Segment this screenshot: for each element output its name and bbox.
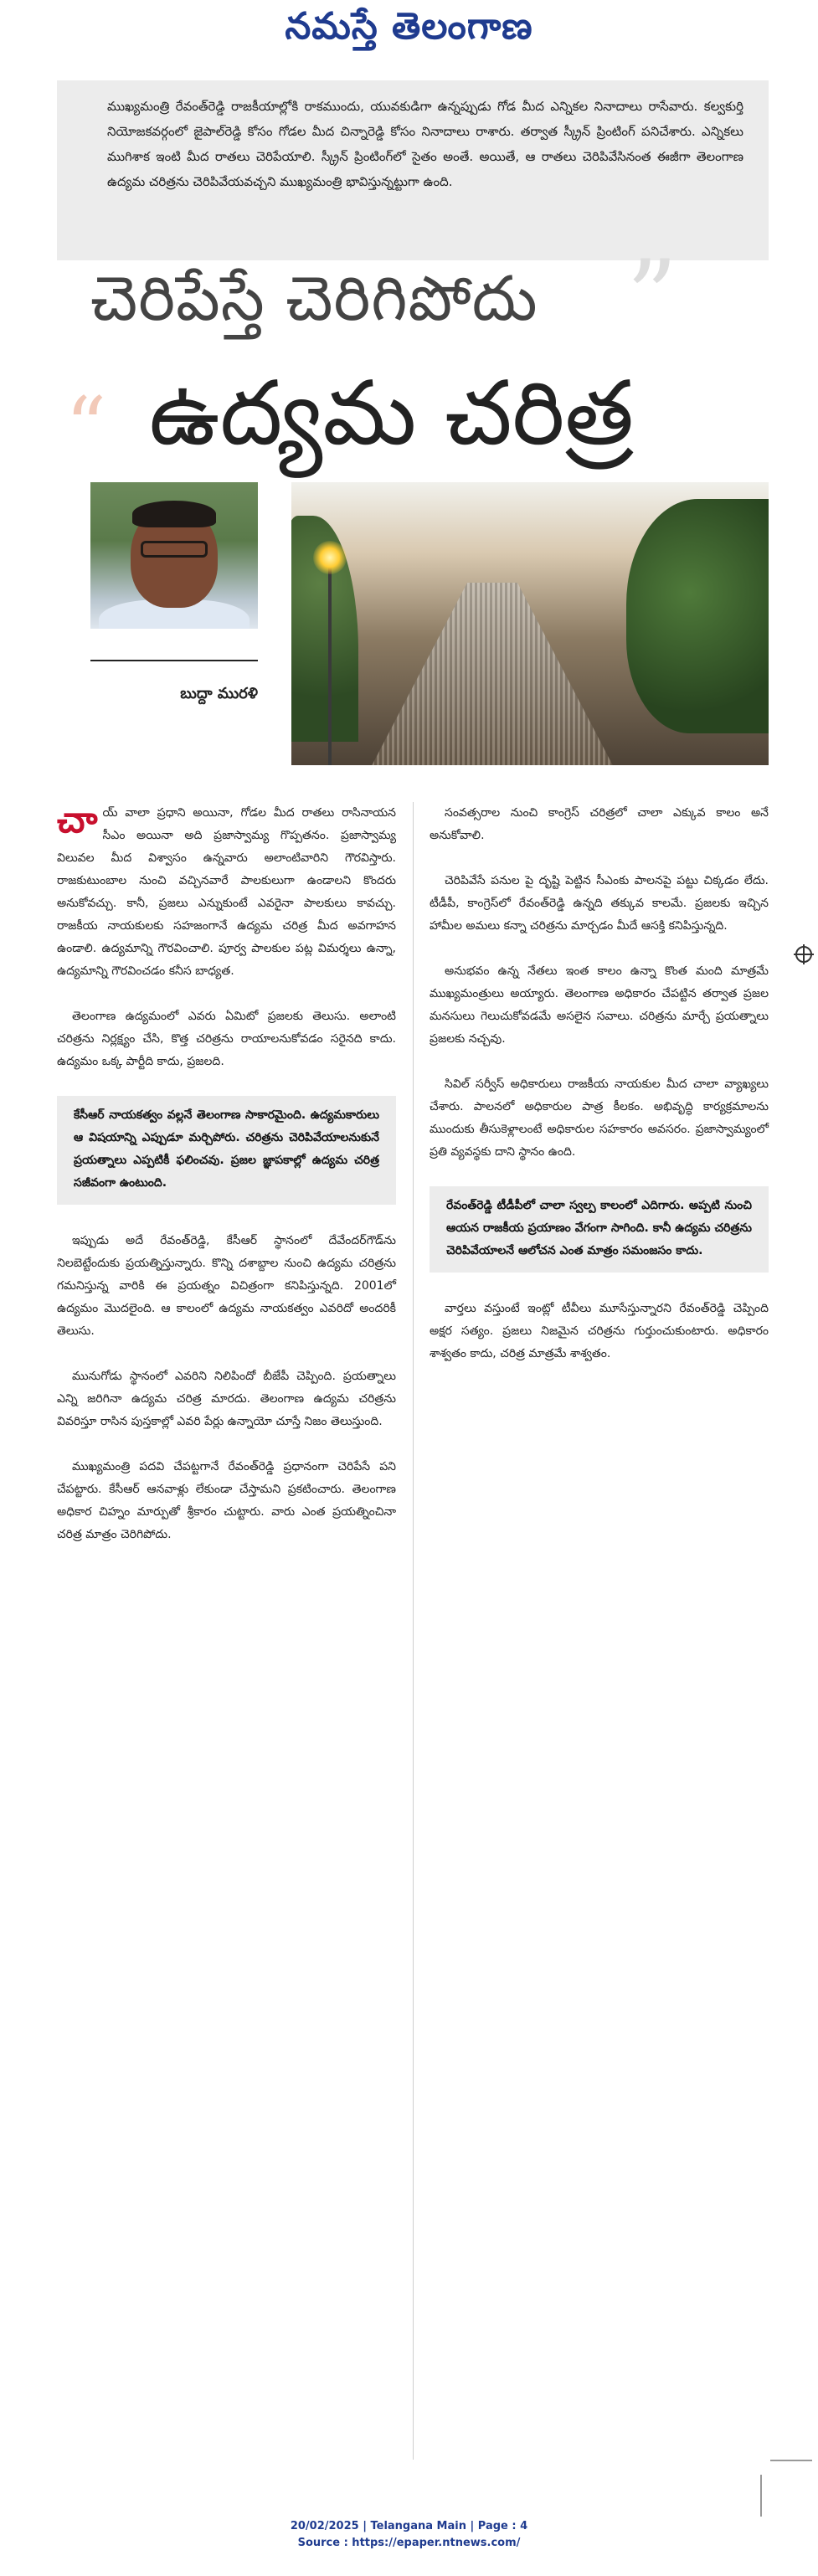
page-footer [0,2518,818,2552]
crop-mark [760,2475,762,2517]
pull-quote: రేవంత్‌రెడ్డి టీడీపీలో చాలా స్వల్ప కాలంలో ఎదిగారు. అప్పటి నుంచి ఆయన రాజకీయ ప్రయాణం వేగంగా సాగింది. కానీ ఉద్యమ చరిత్రను చెరిపివేయాలనే ఆలోచన ఎంత మాత్రం సమంజసం కాదు. [430,1186,769,1273]
article-paragraph: ముఖ్యమంత్రి పదవి చేపట్టగానే రేవంత్‌రెడ్డి ప్రధానంగా చెరిపేసే పని చేపట్టారు. కేసీఆర్ ఆనవాళ్లు లేకుండా చేస్తామని ప్రకటించారు. తెలంగాణ అధికార చిహ్నం మార్పుతో శ్రీకారం చుట్టారు. వారు ఎంత ప్రయత్నించినా చరిత్ర మాత్రం చెరిగిపోదు. [57,1460,396,1541]
article-paragraph: ఇప్పుడు అదే రేవంత్‌రెడ్డి, కేసీఆర్ స్థానంలో దేవేందర్‌గౌడ్‌ను నిలబెట్టేందుకు ప్రయత్నిస్తున్నారు. కొన్ని దశాబ్దాల నుంచి ఉద్యమ చరిత్రను గమనిస్తున్న వారికి ఈ ప్రయత్నం విచిత్రంగా కనిపిస్తున్నది. 2001లో ఉద్యమం మొదలైంది. ఆ కాలంలో ఉద్యమ నాయకత్వం ఎవరిదో అందరికీ తెలుసు. [57,1234,396,1338]
lead-box [57,80,769,260]
registration-mark-icon [795,946,812,963]
article-paragraph: సంవత్సరాల నుంచి కాంగ్రెస్ చరిత్రలో చాలా ఎక్కువ కాలం అనే అనుకోవాలి. [430,806,769,842]
article-page [57,80,769,2408]
dropcap: చా [57,799,98,841]
article-paragraph: సివిల్ సర్వీస్ అధికారులు రాజకీయ నాయకుల మీద చాలా వ్యాఖ్యలు చేశారు. పాలనలో అధికారుల పాత్ర కీలకం. అభివృద్ధి కార్యక్రమాలను ముందుకు తీసుకెళ్లాలంటే అధికారుల సహకారం అవసరం. ప్రజాస్వామ్యంలో ప్రతి వ్యవస్థకు దాని స్థానం ఉంది. [430,1077,769,1159]
newspaper-title: నమస్తే తెలంగాణ [285,5,533,48]
article-paragraph: చెరిపివేసే పనుల పై దృష్టి పెట్టిన సీఎంకు పాలనపై పట్టు చిక్కడం లేదు. టీడీపీ, కాంగ్రెస్‌లో రేవంత్‌రెడ్డి ఉన్నది తక్కువ కాలమే. ప్రజలకు ఇచ్చిన హామీల అమలు కన్నా చరిత్రను మార్చడం మీదే ఆసక్తి కనిపిస్తున్నది. [430,874,769,933]
open-quote-icon: “ [65,380,107,474]
close-quote-icon: ” [626,239,678,356]
lead-text: ముఖ్యమంత్రి రేవంత్‌రెడ్డి రాజకీయాల్లోకి రాకముందు, యువకుడిగా ఉన్నప్పుడు గోడ మీద ఎన్నికల నినాదాలు రాసేవారు. కల్వకుర్తి నియోజకవర్గంలో జైపాల్‌రెడ్డి కోసం గోడల మీద చిన్నారెడ్డి కోసం నినాదాలు రాశారు. తర్వాత స్క్రీన్ ప్రింటింగ్ పనిచేశారు. ఎన్నికలు ముగిశాక ఇంటి మీద రాతలు చెరిపేయాలి. స్క్రీన్ ప్రింటింగ్‌లో సైతం అంతే. అయితే, ఆ రాతలు చెరిపివేసినంత ఈజీగా తెలంగాణ ఉద్యమ చరిత్రను చెరిపివేయవచ్చని ముఖ్యమంత్రి భావిస్తున్నట్టుగా ఉంది. [107,99,743,189]
author-photo [90,482,258,629]
crop-mark [770,2460,812,2461]
column-divider [413,802,414,2460]
headline-line-2: ఉద్యమ చరిత్ర [149,362,634,465]
article-paragraph: మునుగోడు స్థానంలో ఎవరిని నిలిపిందో బీజేపీ చెప్పింది. ప్రయత్నాలు ఎన్ని జరిగినా ఉద్యమ చరిత్ర మారదు. తెలంగాణ ఉద్యమ చరిత్రను వివరిస్తూ రాసిన పుస్తకాల్లో ఎవరి పేర్లు ఉన్నాయో చూస్తే నిజం తెలుస్తుంది. [57,1370,396,1428]
headline-line-1: చెరిపేస్తే చెరిగిపోదు [90,263,538,335]
article-column-right [430,802,769,1388]
article-paragraph: తెలంగాణ ఉద్యమంలో ఎవరు ఏమిటో ప్రజలకు తెలుసు. అలాంటి చరిత్రను నిర్లక్ష్యం చేసి, కొత్త చరిత్రను రాయాలనుకోవడం సరైనది కాదు. ఉద్యమం ఒక్క పార్టీది కాదు, ప్రజలది. [57,1010,396,1068]
article-paragraph: చాయ్ వాలా ప్రధాని అయినా, గోడల మీద రాతలు రాసినాయన సీఎం అయినా అది ప్రజాస్వామ్య గొప్పతనం. ప్రజాస్వామ్య విలువల మీద విశ్వాసం ఉన్నవారు అలాంటివారిని గౌరవిస్తారు. రాజకుటుంబాల నుంచి వచ్చినవారే పాలకులుగా ఉండాలని కొందరు అనుకోవచ్చు. కానీ, ప్రజలు ఎన్నుకుంటే ఎవరైనా పాలకులు కావచ్చు. రాజకీయ నాయకులకు సహజంగానే ఉద్యమ చరిత్ర మీద అవగాహన ఉండాలి. ఉద్యమాన్ని గౌరవించాలి. పూర్వ పాలకుల పట్ల విమర్శలు ఉన్నా, ఉద్యమాన్ని గౌరవించడం కనీస బాధ్యత. [57,799,396,978]
article-column-left [57,799,396,1569]
article-paragraph: వార్తలు వస్తుంటే ఇంట్లో టీవీలు మూసేస్తున్నారని రేవంత్‌రెడ్డి చెప్పింది అక్షర సత్యం. ప్రజలు నిజమైన చరిత్రను గుర్తుంచుకుంటారు. అధికారం శాశ్వతం కాదు, చరిత్ర మాత్రమే శాశ్వతం. [430,1302,769,1360]
crowd-photo [291,482,769,765]
footer-edition-info: 20/02/2025 | Telangana Main | Page : 4 [290,2520,528,2532]
pull-quote: కేసీఆర్ నాయకత్వం వల్లనే తెలంగాణ సాకారమైంది. ఉద్యమకారులు ఆ విషయాన్ని ఎప్పుడూ మర్చిపోరు. చరిత్రను చెరిపివేయాలనుకునే ప్రయత్నాలు ఎప్పటికీ ఫలించవు. ప్రజల జ్ఞాపకాల్లో ఉద్యమ చరిత్ర సజీవంగా ఉంటుంది. [57,1096,396,1205]
footer-source-link[interactable]: Source : https://epaper.ntnews.com/ [297,2537,521,2549]
byline-divider [90,660,258,661]
masthead [0,5,818,60]
author-byline: బుద్దా మురళి [180,685,258,702]
article-paragraph: అనుభవం ఉన్న నేతలు ఇంత కాలం ఉన్నా కొంత మంది మాత్రమే ముఖ్యమంత్రులు అయ్యారు. తెలంగాణ అధికారం చేపట్టిన తర్వాత ప్రజల మనసులు గెలుచుకోవడమే అసలైన సవాలు. చరిత్రను మార్చే ప్రయత్నాలు ప్రజలకు నచ్చవు. [430,964,769,1046]
